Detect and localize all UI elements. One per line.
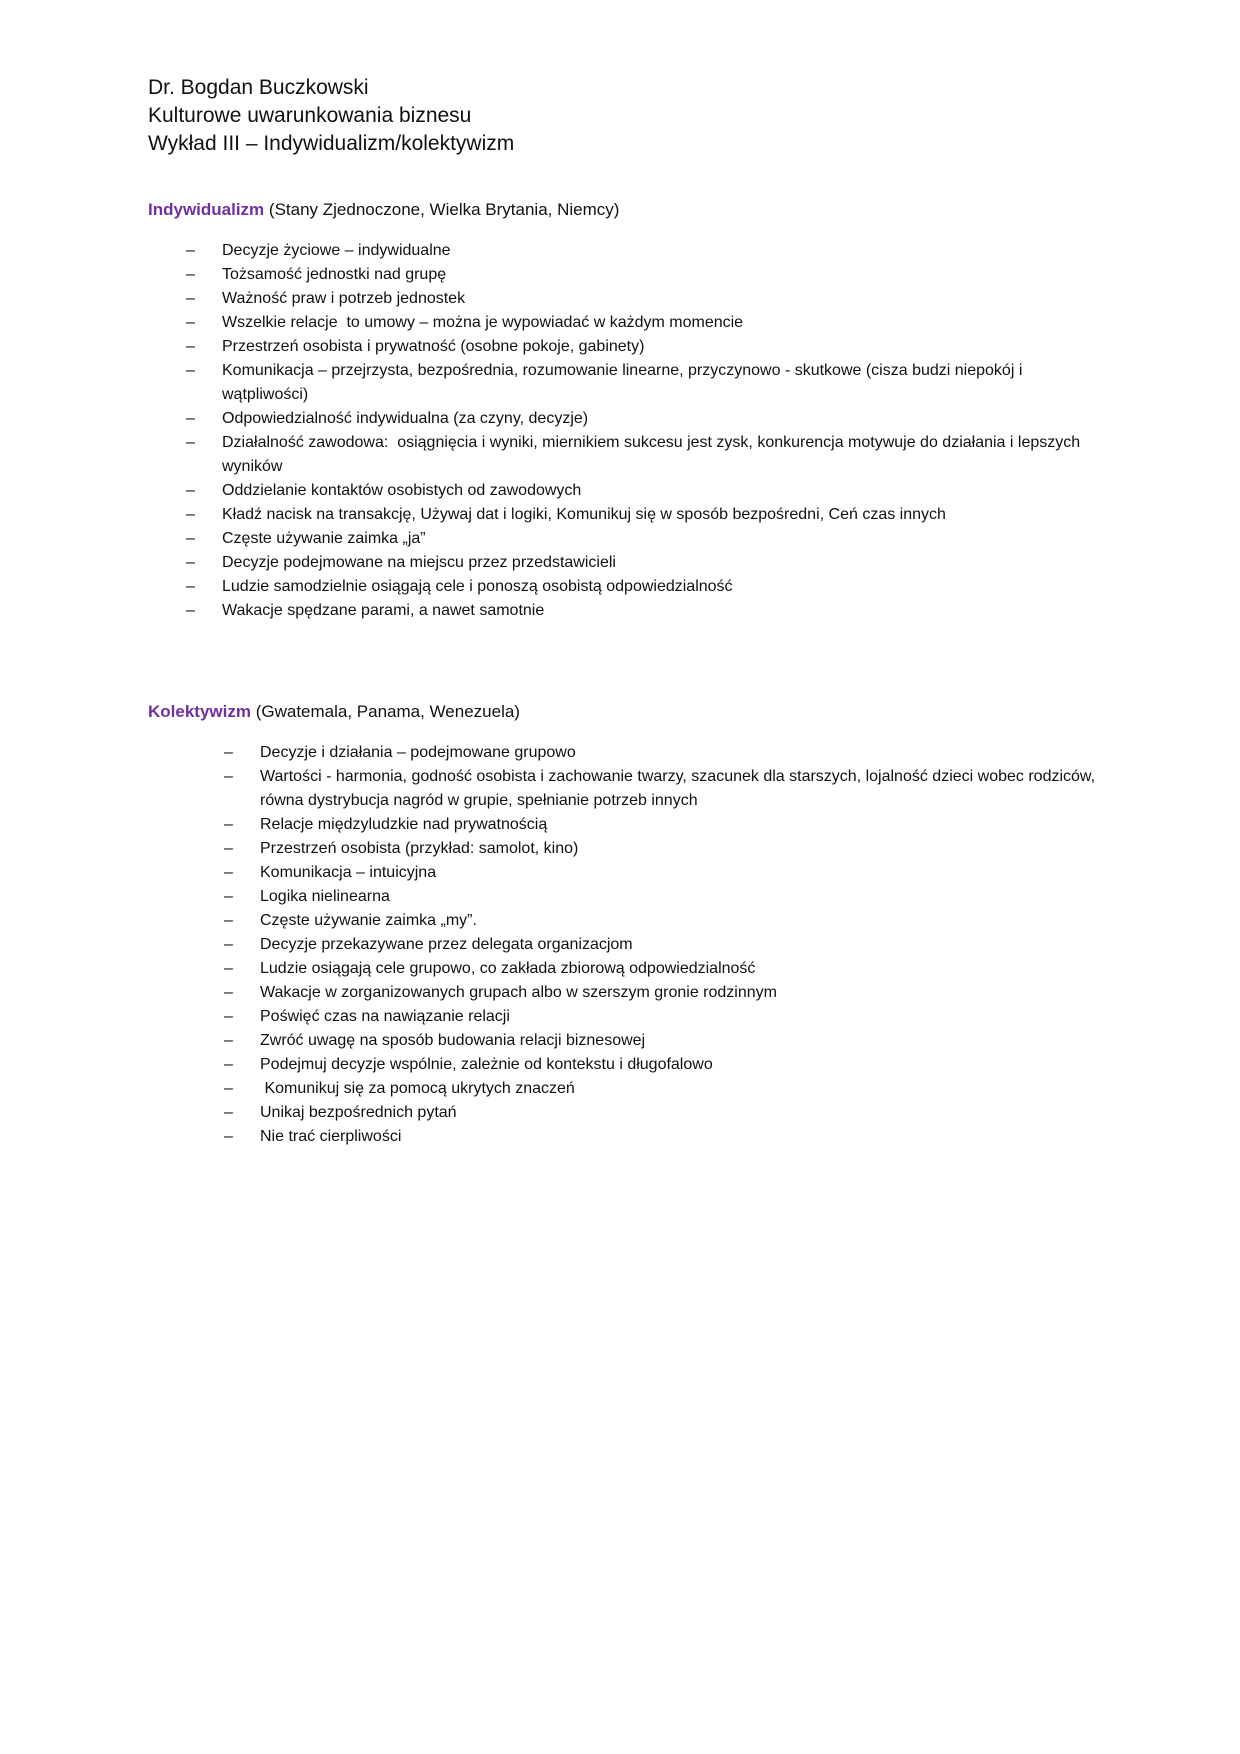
collectivism-list	[148, 741, 1108, 1149]
list-item	[148, 741, 1108, 765]
list-item-text: Unikaj bezpośrednich pytań	[260, 1104, 457, 1121]
list-item-text: Częste używanie zaimka „ja”	[222, 530, 426, 547]
list-item-text: Działalność zawodowa: osiągnięcia i wyniki, miernikiem sukcesu jest zysk, konkurencja motywuje do działania i lepszych wyników	[222, 434, 1085, 475]
collectivism-label: Kolektywizm	[148, 702, 251, 721]
bullet-dash-icon: –	[224, 768, 233, 785]
list-item	[148, 431, 1108, 479]
list-item	[148, 981, 1108, 1005]
bullet-dash-icon: –	[186, 482, 195, 499]
bullet-dash-icon: –	[224, 960, 233, 977]
list-item	[148, 479, 1108, 503]
bullet-dash-icon: –	[186, 290, 195, 307]
list-item	[148, 527, 1108, 551]
bullet-dash-icon: –	[224, 912, 233, 929]
individualism-heading	[148, 198, 1108, 222]
list-item	[148, 311, 1108, 335]
document-header	[148, 74, 1098, 158]
list-item	[148, 335, 1108, 359]
list-item-text: Decyzje przekazywane przez delegata organizacjom	[260, 936, 633, 953]
individualism-label: Indywidualizm	[148, 200, 265, 219]
list-item	[148, 551, 1108, 575]
list-item-text: Zwróć uwagę na sposób budowania relacji biznesowej	[260, 1032, 646, 1049]
course-title: Kulturowe uwarunkowania biznesu	[148, 104, 472, 127]
list-item	[148, 503, 1108, 527]
bullet-dash-icon: –	[186, 530, 195, 547]
bullet-dash-icon: –	[186, 338, 195, 355]
collectivism-countries: (Gwatemala, Panama, Wenezuela)	[250, 702, 520, 721]
list-item-text: Relacje międzyludzkie nad prywatnością	[260, 816, 548, 833]
bullet-dash-icon: –	[186, 362, 195, 379]
list-item-text: Komunikacja – intuicyjna	[260, 864, 437, 881]
list-item	[148, 599, 1108, 623]
list-item	[148, 1125, 1108, 1149]
list-item	[148, 575, 1108, 599]
list-item	[148, 1101, 1108, 1125]
bullet-dash-icon: –	[186, 314, 195, 331]
bullet-dash-icon: –	[186, 554, 195, 571]
bullet-dash-icon: –	[224, 1056, 233, 1073]
individualism-list	[148, 239, 1108, 623]
list-item	[148, 861, 1108, 885]
individualism-countries: (Stany Zjednoczone, Wielka Brytania, Niemcy)	[264, 200, 620, 219]
list-item-text: Częste używanie zaimka „my”.	[260, 912, 477, 929]
list-item	[148, 1077, 1108, 1101]
bullet-dash-icon: –	[224, 888, 233, 905]
bullet-dash-icon: –	[186, 266, 195, 283]
list-item-text: Nie trać cierpliwości	[260, 1128, 402, 1145]
bullet-dash-icon: –	[224, 1104, 233, 1121]
list-item	[148, 263, 1108, 287]
bullet-dash-icon: –	[224, 1128, 233, 1145]
author-name: Dr. Bogdan Buczkowski	[148, 76, 369, 99]
list-item	[148, 813, 1108, 837]
list-item-text: Oddzielanie kontaktów osobistych od zawodowych	[222, 482, 582, 499]
list-item-text: Wakacje spędzane parami, a nawet samotnie	[222, 602, 545, 619]
bullet-dash-icon: –	[224, 1080, 233, 1097]
list-item-text: Wakacje w zorganizowanych grupach albo w szerszym gronie rodzinnym	[260, 984, 777, 1001]
list-item-text: Kładź nacisk na transakcję, Używaj dat i logiki, Komunikuj się w sposób bezpośredni, Ceń czas innych	[222, 506, 946, 523]
bullet-dash-icon: –	[224, 744, 233, 761]
list-item	[148, 885, 1108, 909]
list-item	[148, 239, 1108, 263]
list-item	[148, 933, 1108, 957]
bullet-dash-icon: –	[186, 410, 195, 427]
list-item-text: Ludzie osiągają cele grupowo, co zakłada zbiorową odpowiedzialność	[260, 960, 756, 977]
bullet-dash-icon: –	[186, 578, 195, 595]
bullet-dash-icon: –	[186, 506, 195, 523]
list-item-text: Ważność praw i potrzeb jednostek	[222, 290, 466, 307]
list-item	[148, 407, 1108, 431]
list-item-text: Wartości - harmonia, godność osobista i zachowanie twarzy, szacunek dla starszych, lojalność dzieci wobec rodziców, równa dystrybucja nagród w grupie, spełnianie potrzeb innych	[260, 768, 1100, 809]
list-item-text: Podejmuj decyzje wspólnie, zależnie od kontekstu i długofalowo	[260, 1056, 713, 1073]
bullet-dash-icon: –	[186, 434, 195, 451]
list-item-text: Odpowiedzialność indywidualna (za czyny, decyzje)	[222, 410, 589, 427]
lecture-title: Wykład III – Indywidualizm/kolektywizm	[148, 132, 515, 155]
list-item	[148, 909, 1108, 933]
bullet-dash-icon: –	[224, 1032, 233, 1049]
list-item-text: Wszelkie relacje to umowy – można je wypowiadać w każdym momencie	[222, 314, 744, 331]
list-item-text: Decyzje podejmowane na miejscu przez przedstawicieli	[222, 554, 616, 571]
bullet-dash-icon: –	[224, 936, 233, 953]
collectivism-section	[148, 700, 1108, 1149]
list-item	[148, 359, 1108, 407]
list-item	[148, 837, 1108, 861]
list-item-text: Przestrzeń osobista (przykład: samolot, kino)	[260, 840, 579, 857]
bullet-dash-icon: –	[224, 1008, 233, 1025]
list-item-text: Logika nielinearna	[260, 888, 390, 905]
list-item	[148, 1053, 1108, 1077]
bullet-dash-icon: –	[224, 840, 233, 857]
bullet-dash-icon: –	[224, 864, 233, 881]
list-item-text: Komunikacja – przejrzysta, bezpośrednia, rozumowanie linearne, przyczynowo - skutkowe (cisza budzi niepokój i wątpliwości)	[222, 362, 1027, 403]
bullet-dash-icon: –	[224, 984, 233, 1001]
individualism-section	[148, 198, 1108, 623]
collectivism-heading	[148, 700, 1108, 724]
bullet-dash-icon: –	[186, 242, 195, 259]
bullet-dash-icon: –	[224, 816, 233, 833]
list-item-text: Ludzie samodzielnie osiągają cele i ponoszą osobistą odpowiedzialność	[222, 578, 733, 595]
list-item-text: Poświęć czas na nawiązanie relacji	[260, 1008, 510, 1025]
list-item-text: Przestrzeń osobista i prywatność (osobne pokoje, gabinety)	[222, 338, 645, 355]
bullet-dash-icon: –	[186, 602, 195, 619]
list-item	[148, 1005, 1108, 1029]
list-item	[148, 957, 1108, 981]
list-item	[148, 287, 1108, 311]
list-item-text: Decyzje i działania – podejmowane grupowo	[260, 744, 576, 761]
list-item-text: Tożsamość jednostki nad grupę	[222, 266, 447, 283]
list-item	[148, 1029, 1108, 1053]
list-item	[148, 765, 1108, 813]
list-item-text: Komunikuj się za pomocą ukrytych znaczeń	[260, 1080, 575, 1097]
list-item-text: Decyzje życiowe – indywidualne	[222, 242, 451, 259]
